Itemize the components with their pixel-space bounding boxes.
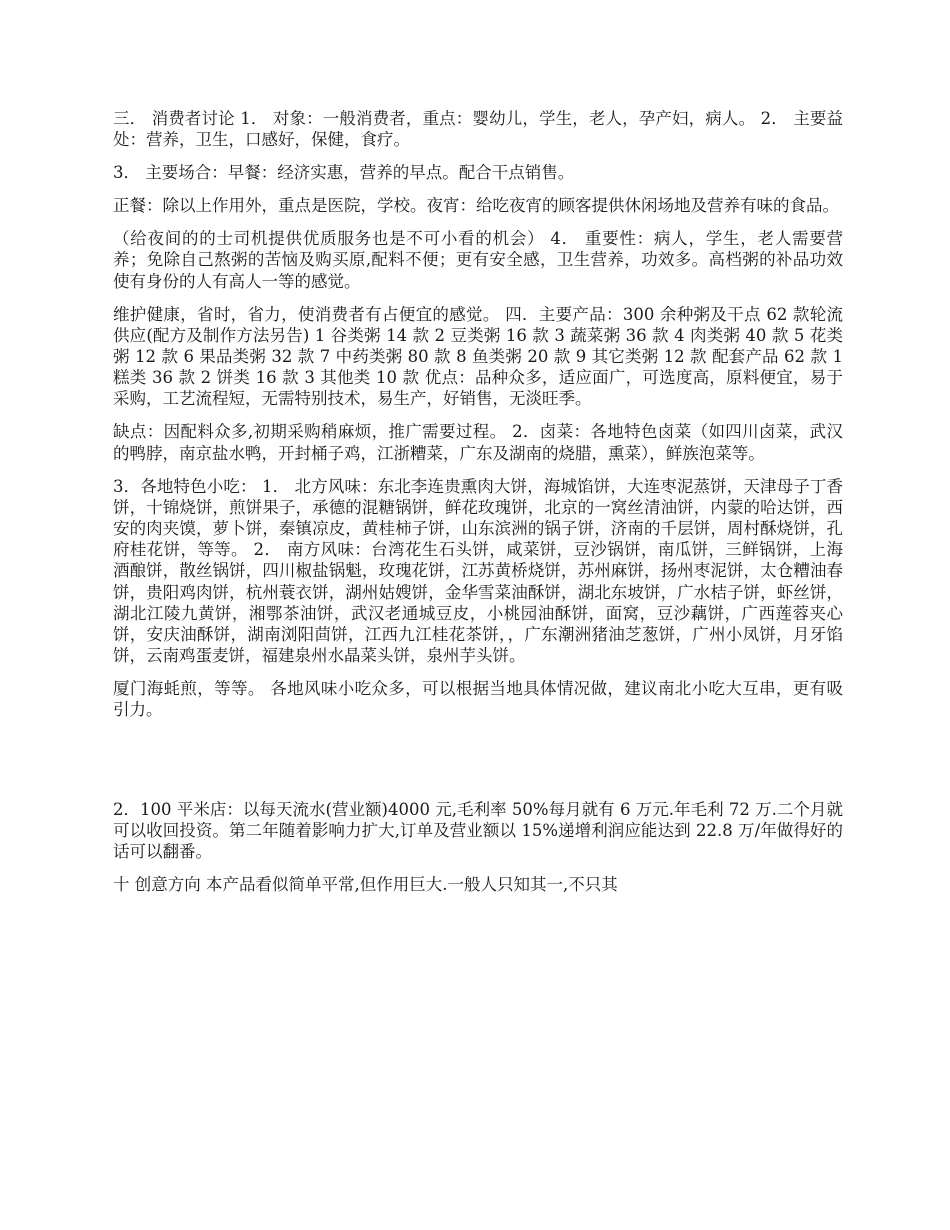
paragraph-store-revenue: 2．100 平米店：以每天流水(营业额)4000 元,毛利率 50%每月就有 6 万元.年毛利 72 万.二个月就可以收回投资。第二年随着影响力扩大,订单及营业额以 15%递增利润应能达到 22.8 万/年做得好的话可以翻番。 <box>113 799 843 862</box>
paragraph-xiamen-snacks: 厦门海蚝煎，等等。 各地风味小吃众多，可以根据当地具体情况做，建议南北小吃大互串，更有吸引力。 <box>113 679 843 720</box>
paragraph-creative-direction: 十 创意方向 本产品看似简单平常,但作用巨大.一般人只知其一,不只其 <box>113 875 618 895</box>
paragraph-drawbacks-braised: 缺点：因配料众多,初期采购稍麻烦，推广需要过程。 2．卤菜：各地特色卤菜（如四川卤菜，武汉的鸭脖，南京盐水鸭，开封桶子鸡，江浙糟菜，广东及湖南的烧腊，熏菜），鲜族泡菜等。 <box>113 422 843 463</box>
paragraph-formal-meals: 正餐：除以上作用外，重点是医院，学校。夜宵：给吃夜宵的顾客提供休闲场地及营养有味的食品。 <box>113 196 839 216</box>
paragraph-main-occasions: 3． 主要场合：早餐：经济实惠，营养的早点。配合干点销售。 <box>113 163 575 183</box>
paragraph-main-products: 维护健康，省时，省力，使消费者有占便宜的感觉。 四．主要产品：300 余种粥及干点 62 款轮流供应(配方及制作方法另告) 1 谷类粥 14 款 2 豆类粥 16 款 3 蔬菜粥 36 款 4 肉类粥 40 款 5 花类粥 12 款 6 果品类粥 32 款 7 中药类粥 80 款 8 鱼类粥 20 款 9 其它类粥 12 款 配套产品 62 款 1 糕类 36 款 2 饼类 16 款 3 其他类 10 款 优点：品种众多，适应面广，可选度高，原料便宜，易于采购，工艺流程短，无需特别技术，易生产，好销售，无淡旺季。 <box>113 304 843 409</box>
document-body <box>113 108 843 895</box>
paragraph-importance: （给夜间的的士司机提供优质服务也是不可小看的机会） 4． 重要性：病人，学生，老人需要营养；免除自己熬粥的苦恼及购买原,配料不便；更有安全感，卫生营养，功效多。高档粥的补品功效使有身份的人有高人一等的感觉。 <box>113 229 843 291</box>
paragraph-regional-snacks: 3．各地特色小吃： 1． 北方风味：东北李连贵熏肉大饼，海城馅饼，大连枣泥蒸饼，天津母子丁香饼，十锦烧饼，煎饼果子，承德的混糖锅饼，鲜花玫瑰饼，北京的一窝丝清油饼，内蒙的哈达饼，西安的肉夹馍，萝卜饼，秦镇凉皮，黄桂柿子饼，山东滨洲的锅子饼，济南的千层饼，周村酥烧饼，孔府桂花饼，等等。 2． 南方风味：台湾花生石头饼，咸菜饼，豆沙锅饼，南瓜饼，三鲜锅饼，上海酒酿饼，散丝锅饼，四川椒盐锅魁，玫瑰花饼，江苏黄桥烧饼，苏州麻饼，扬州枣泥饼，太仓糟油春饼，贵阳鸡肉饼，杭州蓑衣饼，湖州姑嫂饼，金华雪菜油酥饼，湖北东坡饼，广水桔子饼，虾丝饼，湖北江陵九黄饼，湘鄂茶油饼，武汉老通城豆皮，小桃园油酥饼，面窝，豆沙藕饼，广西莲蓉夹心饼，安庆油酥饼，湖南浏阳茴饼，江西九江桂花茶饼，，广东潮洲猪油芝葱饼，广州小凤饼，月牙馅饼，云南鸡蛋麦饼，福建泉州水晶菜头饼，泉州芋头饼。 <box>113 476 843 666</box>
paragraph-consumer-discussion: 三． 消费者讨论 1． 对象：一般消费者，重点：婴幼儿，学生，老人，孕产妇，病人。 2． 主要益处：营养，卫生，口感好，保健，食疗。 <box>113 109 843 150</box>
